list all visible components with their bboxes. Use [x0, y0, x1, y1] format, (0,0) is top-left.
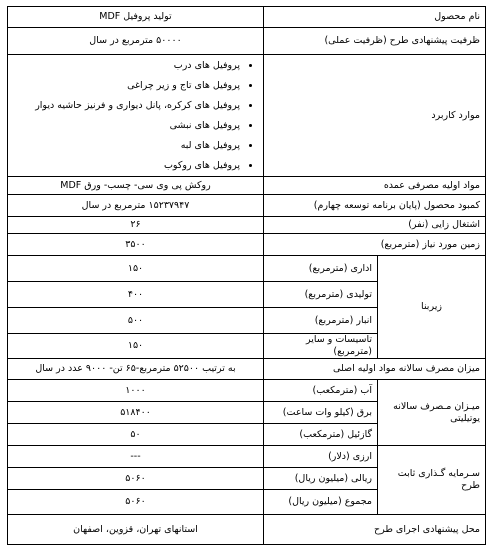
list-item: • پروفیل های لبه	[13, 136, 240, 156]
list-item: • پروفیل های تاج و زیر چراغی	[13, 76, 240, 96]
investment-rial-label: ریالی (میلیون ریال)	[264, 468, 378, 490]
raw-materials-value: روکش پی وی سی- چسب- ورق MDF	[8, 177, 264, 195]
row-location	[8, 515, 486, 545]
list-item: • پروفیل های نبشی	[13, 116, 240, 136]
list-item: • پروفیل های کرکره، پانل دیواری و فرنیز حاشیه دیوار	[13, 96, 240, 116]
row-investment-foreign	[8, 446, 486, 468]
investment-foreign-value: ---	[8, 446, 264, 468]
list-item: • پروفیل های درب	[13, 56, 240, 76]
employment-value: ۲۶	[8, 217, 264, 234]
raw-materials-label: مواد اولیه مصرفی عمده	[264, 177, 486, 195]
utility-diesel-value: ۵۰	[8, 424, 264, 446]
list-item: • پروفیل های روکوب	[13, 156, 240, 176]
investment-foreign-label: ارزی (دلار)	[264, 446, 378, 468]
employment-label: اشتغال زایی (نفر)	[264, 217, 486, 234]
infrastructure-label: زیربنا	[378, 256, 486, 359]
capacity-value: ۵۰۰۰۰ مترمربع در سال	[8, 28, 264, 55]
utility-electricity-value: ۵۱۸۴۰۰	[8, 402, 264, 424]
utility-water-label: آب (مترمکعب)	[264, 380, 378, 402]
row-annual-material	[8, 359, 486, 380]
project-summary-table	[7, 6, 486, 545]
investment-label: سـرمایه گـذاری ثابت طرح	[378, 446, 486, 515]
row-product-name	[8, 7, 486, 28]
investment-total-value: ۵۰۶۰	[8, 490, 264, 515]
project-summary-document	[7, 6, 485, 545]
infra-storage-label: انبار (مترمربع)	[264, 308, 378, 334]
utility-diesel-label: گازئیل (مترمکعب)	[264, 424, 378, 446]
row-employment	[8, 217, 486, 234]
row-land	[8, 234, 486, 256]
investment-rial-value: ۵۰۶۰	[8, 468, 264, 490]
land-label: زمین مورد نیاز (مترمربع)	[264, 234, 486, 256]
row-capacity	[8, 28, 486, 55]
infra-facilities-label: تاسیسات و سایر (مترمربع)	[264, 334, 378, 359]
capacity-label: ظرفیت پیشنهادی طرح (ظرفیت عملی)	[264, 28, 486, 55]
applications-list-cell	[8, 55, 264, 177]
applications-list	[13, 56, 258, 176]
row-infra-office	[8, 256, 486, 282]
row-applications	[8, 55, 486, 177]
row-utility-water	[8, 380, 486, 402]
product-name-label: نام محصول	[264, 7, 486, 28]
infra-storage-value: ۵۰۰	[8, 308, 264, 334]
infra-office-value: ۱۵۰	[8, 256, 264, 282]
annual-material-value: به ترتیب ۵۲۵۰۰ مترمربع-۶۵ تن- ۹۰۰۰ عدد در سال	[8, 359, 264, 380]
row-shortage	[8, 195, 486, 217]
product-name-value: تولید پروفیل MDF	[8, 7, 264, 28]
investment-total-label: مجموع (میلیون ریال)	[264, 490, 378, 515]
annual-material-label: میزان مصرف سالانه مواد اولیه اصلی	[264, 359, 486, 380]
shortage-label: کمبود محصول (پایان برنامه توسعه چهارم)	[264, 195, 486, 217]
location-label: محل پیشنهادی اجرای طرح	[264, 515, 486, 545]
utility-water-value: ۱۰۰۰	[8, 380, 264, 402]
utility-electricity-label: برق (کیلو وات ساعت)	[264, 402, 378, 424]
infra-production-label: تولیدی (مترمربع)	[264, 282, 378, 308]
land-value: ۳۵۰۰	[8, 234, 264, 256]
shortage-value: ۱۵۲۳۷۹۴۷ مترمربع در سال	[8, 195, 264, 217]
row-raw-materials	[8, 177, 486, 195]
infra-production-value: ۴۰۰	[8, 282, 264, 308]
applications-label: موارد کاربرد	[264, 55, 486, 177]
utilities-label: میـزان مـصرف سالانه یوتیلیتی	[378, 380, 486, 446]
location-value: استانهای تهران، قزوین، اصفهان	[8, 515, 264, 545]
infra-office-label: اداری (مترمربع)	[264, 256, 378, 282]
infra-facilities-value: ۱۵۰	[8, 334, 264, 359]
